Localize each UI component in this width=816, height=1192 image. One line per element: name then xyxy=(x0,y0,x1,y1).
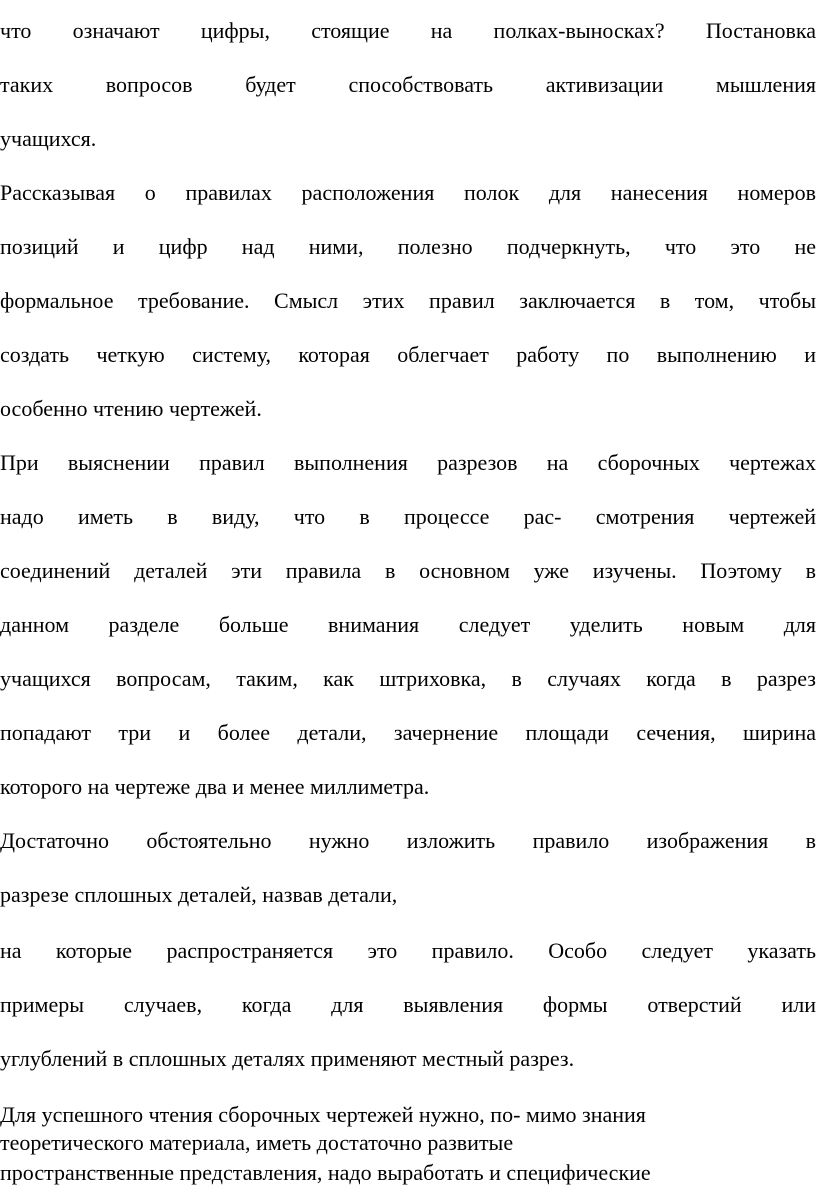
text-line: особенно чтению чертежей. xyxy=(0,396,262,421)
text-line: углублений в сплошных деталях применяют местный разрез. xyxy=(0,1046,575,1071)
text-line: Рассказывая о правилах расположения полок для нанесения номеров xyxy=(0,180,816,205)
text-line: учащихся. xyxy=(0,126,97,151)
text-line: При выяснении правил выполнения разрезов на сборочных чертежах xyxy=(0,450,816,475)
text-line: попадают три и более детали, зачернение площади сечения, ширина xyxy=(0,720,816,745)
text-line: пространственные представления, надо выработать и специфические xyxy=(0,1160,651,1185)
text-line: данном разделе больше внимания следует уделить новым для xyxy=(0,612,816,637)
text-line: учащихся вопросам, таким, как штриховка, в случаях когда в разрез xyxy=(0,666,816,691)
text-line: Достаточно обстоятельно нужно изложить правило изображения в xyxy=(0,828,816,853)
text-line: что означают цифры, стоящие на полках-выносках? Постановка xyxy=(0,18,816,43)
text-line: формальное требование. Смысл этих правил заключается в том, чтобы xyxy=(0,288,816,313)
text-line: создать четкую систему, которая облегчает работу по выполнению и xyxy=(0,342,816,367)
text-line: надо иметь в виду, что в процессе рас- смотрения чертежей xyxy=(0,504,816,529)
text-line: на которые распространяется это правило. Особо следует указать xyxy=(0,938,816,963)
text-line: таких вопросов будет способствовать активизации мышления xyxy=(0,72,816,97)
text-line: Для успешного чтения сборочных чертежей нужно, по- мимо знания xyxy=(0,1102,646,1127)
text-line: примеры случаев, когда для выявления формы отверстий или xyxy=(0,992,816,1017)
text-line: разрезе сплошных деталей, назвав детали, xyxy=(0,882,398,907)
text-line: теоретического материала, иметь достаточно развитые xyxy=(0,1130,514,1155)
text-line: позиций и цифр над ними, полезно подчеркнуть, что это не xyxy=(0,234,816,259)
text-line: соединений деталей эти правила в основном уже изучены. Поэтому в xyxy=(0,558,816,583)
text-line: которого на чертеже два и менее миллиметра. xyxy=(0,774,430,799)
